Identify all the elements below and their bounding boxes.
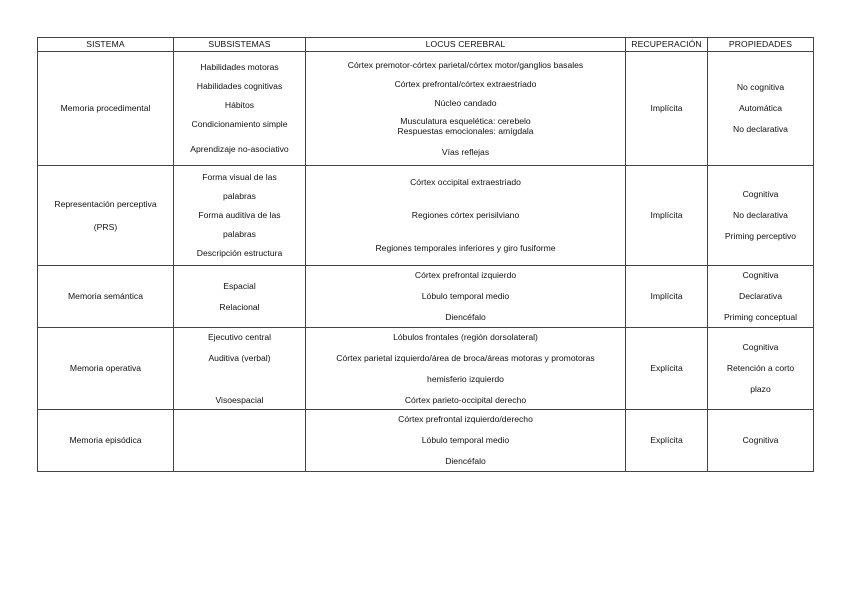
propiedad-item: Priming conceptual	[723, 312, 798, 322]
header-subsistemas: SUBSISTEMAS	[174, 38, 306, 52]
locus-item: Vías reflejas	[441, 146, 490, 157]
recuperacion-value: Implícita	[650, 103, 683, 113]
header-locus-cerebral: LOCUS CEREBRAL	[306, 38, 626, 52]
memory-systems-table	[37, 37, 814, 472]
cell-propiedades	[708, 410, 814, 472]
cell-sistema	[38, 410, 174, 472]
cell-subsistemas	[174, 52, 306, 166]
sistema-label: Representación perceptiva	[54, 198, 157, 209]
cell-recuperacion	[626, 328, 708, 410]
cell-locus	[306, 410, 626, 472]
subsistema-item: Habilidades cognitivas	[196, 81, 283, 91]
locus-item: Lóbulo temporal medio	[421, 435, 510, 445]
cell-subsistemas	[174, 266, 306, 328]
propiedad-item: No declarativa	[733, 124, 788, 134]
header-sistema: SISTEMA	[38, 38, 174, 52]
cell-sistema	[38, 166, 174, 266]
subsistema-item: palabras	[223, 191, 256, 201]
cell-recuperacion	[626, 52, 708, 166]
locus-item: Núcleo candado	[434, 97, 497, 108]
locus-item: Lóbulos frontales (región dorsolateral)	[393, 331, 538, 342]
cell-locus	[306, 328, 626, 410]
cell-propiedades	[708, 266, 814, 328]
locus-item: Lóbulo temporal medio	[421, 291, 510, 301]
cell-locus	[306, 52, 626, 166]
header-recuperacion: RECUPERACIÓN	[626, 38, 708, 52]
table-row	[38, 410, 814, 472]
propiedad-item: Priming perceptivo	[724, 231, 797, 241]
recuperacion-value: Explícita	[650, 435, 683, 445]
locus-item: Musculatura esquelética: cerebelo	[400, 115, 531, 126]
locus-item: Córtex parieto-occipital derecho	[404, 394, 527, 405]
cell-recuperacion	[626, 266, 708, 328]
recuperacion-value: Explícita	[650, 363, 683, 373]
cell-recuperacion	[626, 166, 708, 266]
cell-subsistemas	[174, 328, 306, 410]
table-header-row	[38, 38, 814, 52]
locus-item: hemisferio izquierdo	[427, 373, 504, 384]
subsistema-item: Condicionamiento simple	[191, 119, 288, 129]
cell-subsistemas	[174, 166, 306, 266]
subsistema-item: Forma visual de las	[202, 172, 277, 182]
sistema-sublabel: (PRS)	[93, 221, 118, 232]
locus-item: Diencéfalo	[445, 456, 486, 466]
sistema-label: Memoria procedimental	[60, 103, 151, 113]
subsistema-item: Hábitos	[224, 100, 255, 110]
sistema-label: Memoria episódica	[69, 435, 142, 445]
cell-propiedades	[708, 328, 814, 410]
propiedad-item: No declarativa	[733, 210, 788, 220]
cell-locus	[306, 266, 626, 328]
subsistema-item: Auditiva (verbal)	[208, 352, 271, 363]
subsistema-item: Visoespacial	[215, 394, 264, 405]
subsistema-item: Espacial	[223, 280, 256, 291]
recuperacion-value: Implícita	[650, 210, 683, 220]
locus-item: Córtex occipital extraestriado	[410, 177, 521, 187]
sistema-label: Memoria semántica	[68, 291, 143, 301]
sistema-label: Memoria operativa	[69, 363, 142, 373]
locus-item: Diencéfalo	[445, 312, 486, 322]
locus-item: Respuestas emocionales: amígdala	[397, 125, 534, 136]
subsistema-item: Aprendizaje no-asociativo	[190, 144, 289, 154]
locus-item: Córtex prefrontal izquierdo	[414, 270, 517, 280]
locus-item: Córtex prefrontal izquierdo/derecho	[398, 414, 533, 424]
propiedad-item: No cognitiva	[736, 82, 785, 92]
cell-sistema	[38, 266, 174, 328]
recuperacion-value: Implícita	[650, 291, 683, 301]
cell-sistema	[38, 52, 174, 166]
cell-propiedades	[708, 52, 814, 166]
propiedad-item: Retención a corto	[726, 363, 795, 373]
locus-item: Córtex prefrontal/córtex extraestriado	[394, 78, 537, 89]
propiedad-item: Automática	[739, 103, 782, 113]
subsistema-item: Habilidades motoras	[200, 62, 279, 72]
table-row	[38, 52, 814, 166]
header-propiedades: PROPIEDADES	[708, 38, 814, 52]
subsistema-item: Relacional	[219, 301, 260, 312]
subsistema-item: Descripción estructura	[196, 248, 283, 258]
cell-sistema	[38, 328, 174, 410]
subsistema-item: Ejecutivo central	[207, 331, 272, 342]
locus-item: Regiones temporales inferiores y giro fusiforme	[375, 243, 556, 253]
table-row	[38, 166, 814, 266]
propiedad-item: plazo	[750, 384, 771, 394]
cell-propiedades	[708, 166, 814, 266]
subsistema-item: Forma auditiva de las	[198, 210, 281, 220]
propiedad-item: Declarativa	[739, 291, 782, 301]
table-row	[38, 328, 814, 410]
propiedad-item: Cognitiva	[742, 189, 779, 199]
propiedad-item: Cognitiva	[742, 270, 779, 280]
propiedad-item: Cognitiva	[742, 435, 779, 445]
cell-subsistemas-empty	[174, 410, 306, 472]
table-row	[38, 266, 814, 328]
propiedad-item: Cognitiva	[742, 342, 779, 352]
subsistema-item: palabras	[223, 229, 256, 239]
locus-item: Córtex premotor-córtex parietal/córtex motor/ganglios basales	[347, 59, 584, 70]
cell-locus	[306, 166, 626, 266]
cell-recuperacion	[626, 410, 708, 472]
locus-item: Regiones córtex perisilviano	[411, 210, 520, 220]
locus-item: Córtex parietal izquierdo/área de broca/áreas motoras y promotoras	[336, 352, 595, 363]
